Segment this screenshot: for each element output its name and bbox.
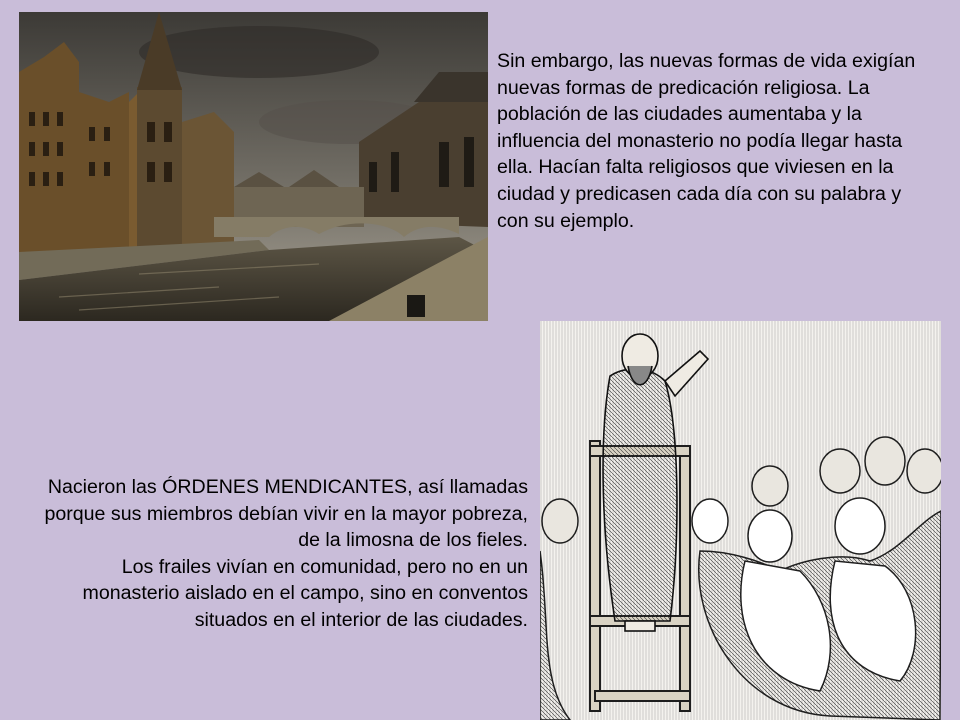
intro-paragraph: Sin embargo, las nuevas formas de vida exigían nuevas formas de predicación religiosa. La población de las ciudades aumentaba y la influencia del monasterio no podía llegar hasta ella. Hacían falta religiosos que viviesen en la ciudad y predicasen cada día con su palabra y con su ejemplo. — [497, 50, 916, 232]
friar-preaching-engraving — [540, 321, 941, 720]
mendicant-orders-text — [40, 474, 528, 634]
mendicant-paragraph-2: Los frailes vivían en comunidad, pero no en un monasterio aislado en el campo, sino en conventos situados en el interior de las ciudades. — [82, 555, 528, 631]
mendicant-paragraph-1: Nacieron las ÓRDENES MENDICANTES, así llamadas porque sus miembros debían vivir en la mayor pobreza, de la limosna de los fieles. — [44, 476, 528, 552]
medieval-city-canal-photo — [19, 12, 488, 321]
gothic-tower — [137, 87, 182, 252]
